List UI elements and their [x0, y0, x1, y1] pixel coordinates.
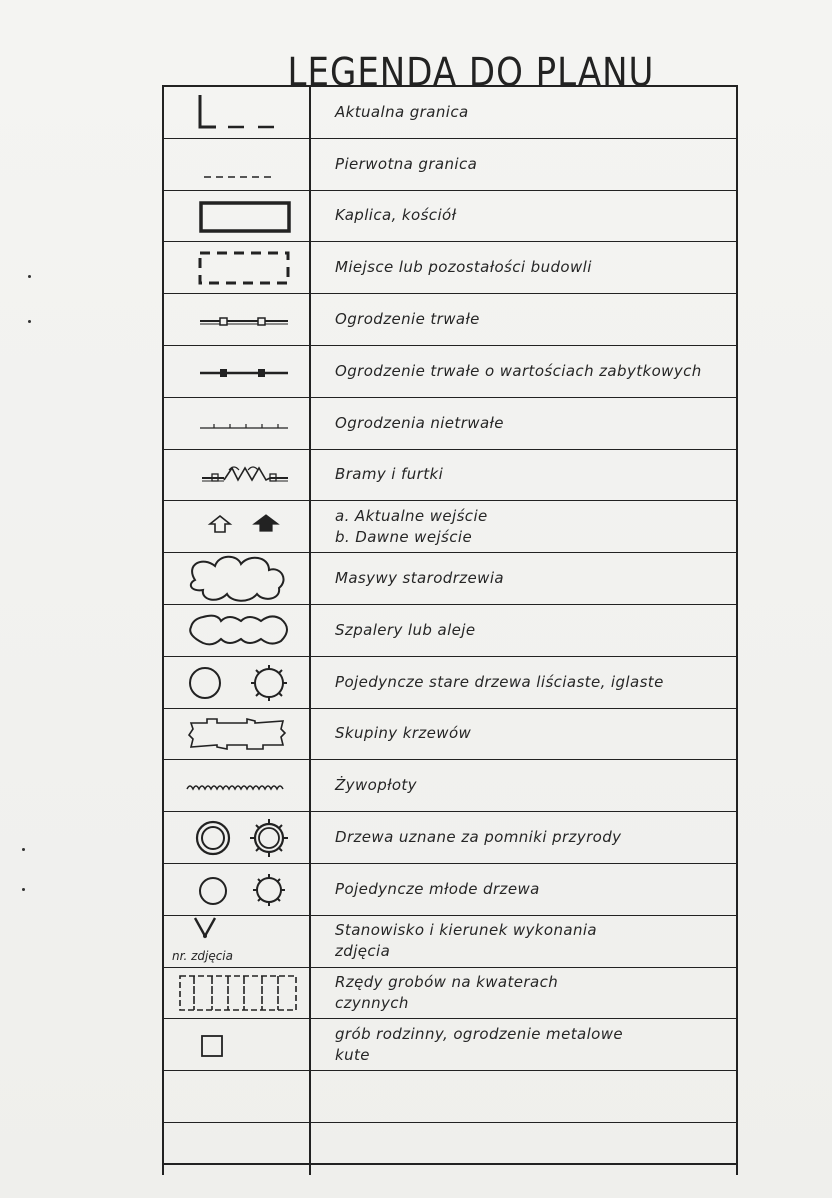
shrub-groups-symbol [164, 709, 311, 760]
legend-label: Bramy i furtki [335, 465, 444, 484]
temporary-fence-symbol [164, 398, 311, 449]
legend-row [164, 812, 736, 864]
photo-number-label: nr. zdjęcia [172, 948, 233, 963]
legend-label: Pojedyncze młode drzewa [335, 879, 540, 898]
legend-label: zdjęcia [335, 942, 391, 961]
margin-dot [28, 275, 31, 278]
legend-label: Ogrodzenia nietrwałe [335, 413, 504, 432]
margin-dot [22, 888, 25, 891]
legend-label: Masywy starodrzewia [335, 569, 504, 588]
nature-monument-trees-symbol [164, 812, 311, 863]
young-trees-symbol [164, 864, 311, 915]
legend-label: Stanowisko i kierunek wykonania [335, 921, 598, 940]
page-title: LEGENDA DO PLANU [287, 49, 655, 96]
legend-row [164, 916, 736, 968]
margin-dot [28, 320, 31, 323]
legend-label: Rzędy grobów na kwaterach [335, 972, 559, 991]
legend-row [164, 294, 736, 346]
legend-label: a. Aktualne wejście [335, 506, 488, 525]
legend-row [164, 139, 736, 191]
legend-label: Skupiny krzewów [335, 724, 472, 743]
original-boundary-symbol [164, 139, 311, 190]
tree-rows-symbol [164, 605, 311, 656]
legend-label: Szpalery lub aleje [335, 620, 476, 639]
legend-label: Aktualna granica [335, 102, 469, 121]
grave-rows-symbol [164, 968, 311, 1019]
current-boundary-symbol [164, 87, 311, 138]
chapel-church-symbol [164, 191, 311, 242]
hedges-symbol [164, 760, 311, 811]
legend-label: Ogrodzenie trwałe o wartościach zabytkowych [335, 361, 702, 380]
legend-label: Pojedyncze stare drzewa liściaste, iglaste [335, 672, 664, 691]
legend-table [162, 85, 738, 1175]
legend-row [164, 968, 736, 1020]
legend-row [164, 760, 736, 812]
legend-row [164, 398, 736, 450]
legend-row [164, 657, 736, 709]
building-remains-symbol [164, 242, 311, 293]
legend-label: Drzewa uznane za pomniki przyrody [335, 828, 622, 847]
legend-row [164, 553, 736, 605]
old-tree-masses-symbol [164, 553, 311, 604]
single-old-trees-symbol [164, 657, 311, 708]
entrance-arrows-symbol [164, 501, 311, 552]
legend-label: Żywopłoty [335, 776, 417, 795]
empty-legend-row [164, 1071, 736, 1123]
legend-row [164, 242, 736, 294]
legend-label: Kaplica, kościół [335, 206, 457, 225]
legend-label: czynnych [335, 993, 409, 1012]
legend-row [164, 709, 736, 761]
permanent-fence-symbol [164, 294, 311, 345]
gates-symbol [164, 450, 311, 501]
family-grave-symbol [164, 1019, 311, 1070]
legend-label: kute [335, 1045, 370, 1064]
margin-dot [22, 848, 25, 851]
legend-row [164, 346, 736, 398]
legend-row [164, 501, 736, 553]
legend-row [164, 1019, 736, 1071]
legend-label: Pierwotna granica [335, 154, 478, 173]
legend-row [164, 87, 736, 139]
legend-row [164, 605, 736, 657]
table-bottom-border [162, 1163, 738, 1165]
empty-legend-row [164, 1123, 736, 1175]
legend-label: Miejsce lub pozostałości budowli [335, 258, 592, 277]
legend-label: grób rodzinny, ogrodzenie metalowe [335, 1024, 624, 1043]
legend-row [164, 191, 736, 243]
historic-fence-symbol [164, 346, 311, 397]
photo-position-symbol [164, 916, 311, 967]
legend-row [164, 864, 736, 916]
legend-label: Ogrodzenie trwałe [335, 310, 480, 329]
legend-label: b. Dawne wejście [335, 527, 473, 546]
legend-row [164, 450, 736, 502]
